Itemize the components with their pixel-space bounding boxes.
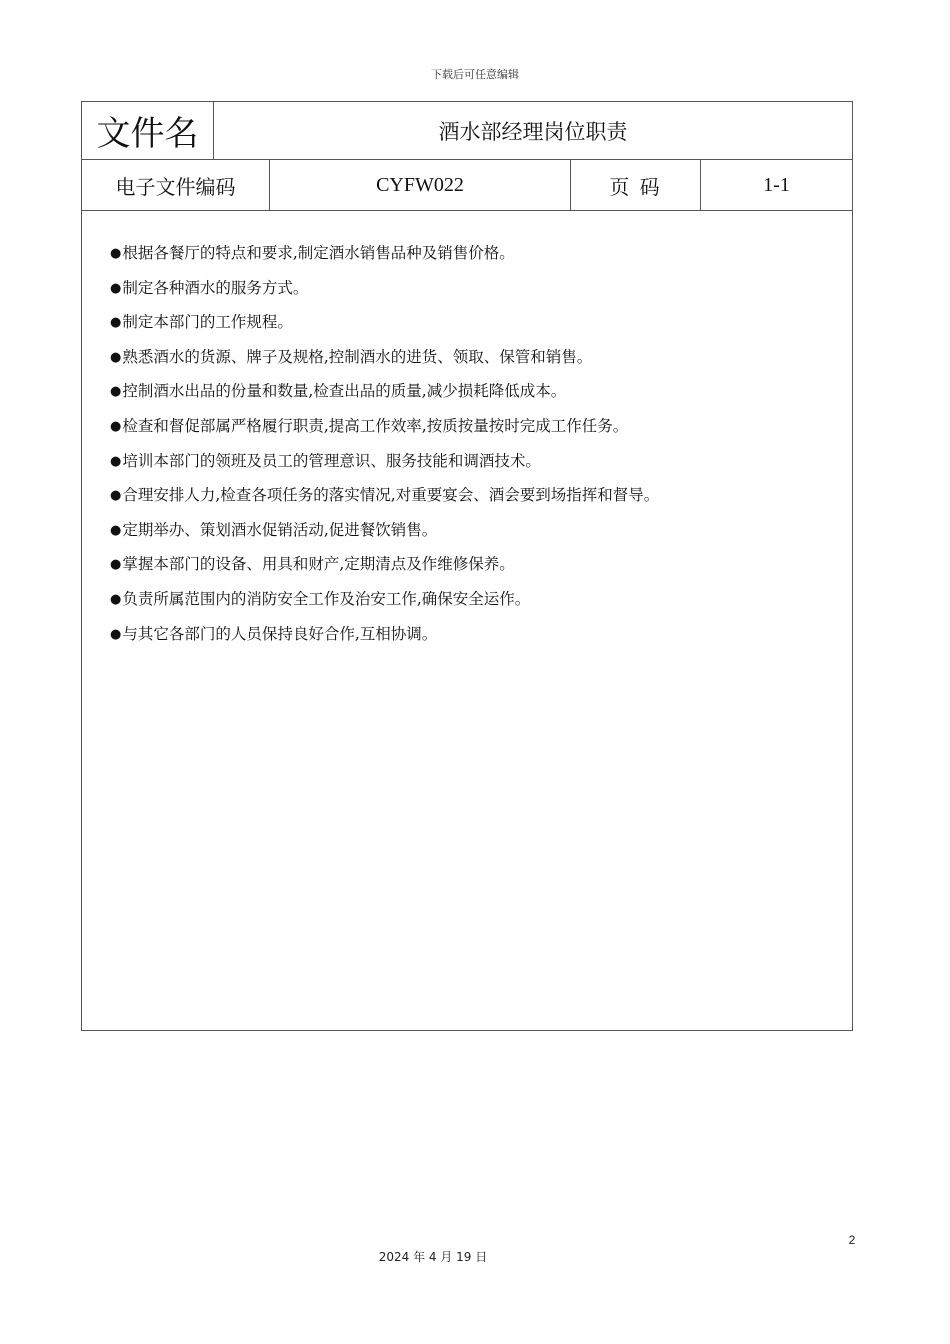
bullet-icon: ● [110, 591, 122, 607]
bullet-icon: ● [110, 557, 122, 573]
file-code-value: CYFW022 [270, 160, 571, 210]
duties-list [110, 241, 830, 656]
list-item: ●控制酒水出品的份量和数量,检查出品的质量,减少损耗降低成本。 [110, 382, 567, 401]
page-value: 1-1 [763, 173, 790, 196]
list-item: ●培训本部门的领班及员工的管理意识、服务技能和调酒技术。 [110, 451, 541, 470]
bullet-icon: ● [110, 418, 122, 434]
list-item: ●合理安排人力,检查各项任务的落实情况,对重要宴会、酒会要到场指挥和督导。 [110, 486, 660, 505]
bullet-icon: ● [110, 246, 122, 261]
bullet-icon: ● [110, 522, 122, 538]
file-code-label: 电子文件编码 [82, 160, 270, 210]
bullet-icon: ● [110, 488, 122, 504]
bullet-icon: ● [110, 626, 122, 642]
footer-date: 2024 年 4 月 19 日 [378, 1250, 488, 1264]
file-name-label: 文件名 [82, 102, 214, 159]
list-item: ●制定各种酒水的服务方式。 [110, 278, 309, 297]
bullet-icon: ● [110, 453, 122, 469]
list-item: ●负责所属范围内的消防安全工作及治安工作,确保安全运作。 [110, 589, 531, 608]
bullet-icon: ● [110, 384, 122, 400]
document-title: 酒水部经理岗位职责 [438, 119, 628, 144]
list-item: ●定期举办、策划酒水促销活动,促进餐饮销售。 [110, 520, 438, 539]
bullet-icon: ● [110, 280, 122, 296]
list-item: ●制定本部门的工作规程。 [110, 313, 293, 332]
bullet-icon: ● [110, 349, 122, 365]
document-table [81, 101, 853, 1031]
list-item: ●熟悉酒水的货源、牌子及规格,控制酒水的进货、领取、保管和销售。 [110, 347, 593, 366]
list-item: ●根据各餐厅的特点和要求,制定酒水销售品种及销售价格。 [110, 244, 515, 262]
list-item: ●检查和督促部属严格履行职责,提高工作效率,按质按量按时完成工作任务。 [110, 416, 629, 435]
file-name-row [82, 102, 852, 160]
bullet-icon: ● [110, 315, 122, 331]
list-item: ●与其它各部门的人员保持良好合作,互相协调。 [110, 624, 438, 643]
file-code-row [82, 160, 852, 211]
header-note: 下载后可任意编辑 [431, 68, 519, 81]
page-number: 2 [848, 1233, 856, 1247]
page-label: 页 码 [571, 160, 701, 210]
list-item: ●掌握本部门的设备、用具和财产,定期清点及作维修保养。 [110, 555, 515, 574]
